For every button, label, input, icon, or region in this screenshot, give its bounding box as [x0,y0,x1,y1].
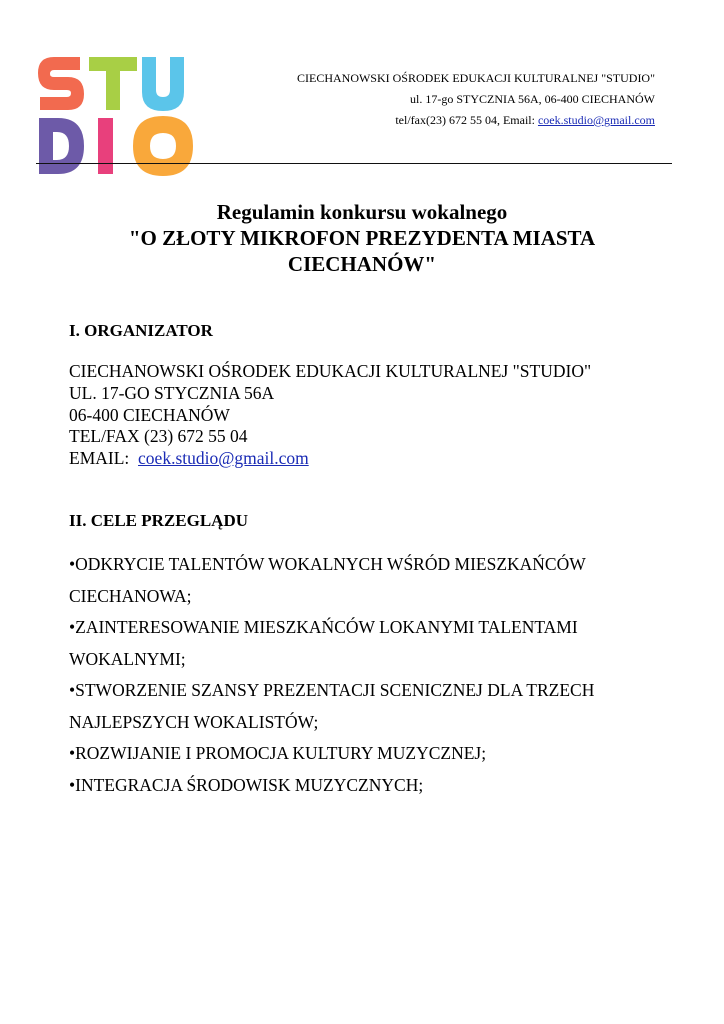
organizer-line: TEL/FAX (23) 672 55 04 [69,426,248,447]
goal-item: •STWORZENIE SZANSY PREZENTACJI SCENICZNEJ DLA TRZECH NAJLEPSZYCH WOKALISTÓW; [69,680,595,732]
goal-item: •ZAINTERESOWANIE MIESZKAŃCÓW LOKANYMI TALENTAMI WOKALNYMI; [69,617,578,669]
logo-letter-i [98,118,113,174]
letterhead-org-name: CIECHANOWSKI OŚRODEK EDUKACJI KULTURALNEJ "STUDIO" [296,71,655,85]
goal-item: •INTEGRACJA ŚRODOWISK MUZYCZNYCH; [69,774,424,795]
letterhead-phone: tel/fax(23) 672 55 04, Email: [395,113,538,127]
logo-letter-d [39,118,84,174]
logo-letter-t [89,57,137,110]
header-divider [36,163,672,164]
title-line-2: "O ZŁOTY MIKROFON PREZYDENTA MIASTA CIECHANÓW" [128,226,596,276]
letterhead-contact [297,110,655,131]
organizer-email-label: EMAIL: [69,448,139,469]
section-heading-organizer: I. ORGANIZATOR [69,321,213,340]
logo-letter-o [133,116,193,176]
document-title [0,199,724,277]
goal-item: •ROZWIJANIE I PROMOCJA KULTURY MUZYCZNEJ; [69,743,487,763]
organizer-email-link[interactable]: coek.studio@gmail.com [138,448,309,469]
letterhead-address: ul. 17-go STYCZNIA 56A, 06-400 CIECHANÓW [410,92,655,106]
logo-letter-u [142,57,184,111]
goal-item: •ODKRYCIE TALENTÓW WOKALNYCH WŚRÓD MIESZKAŃCÓW CIECHANOWA; [69,554,586,606]
section-heading-goals: II. CELE PRZEGLĄDU [69,511,249,530]
organizer-line: UL. 17-GO STYCZNIA 56A [69,382,275,403]
organizer-details [69,361,591,470]
letterhead-info [297,68,655,131]
organizer-email-row [69,448,591,470]
organizer-line: 06-400 CIECHANÓW [69,404,230,425]
title-line-1: Regulamin konkursu wokalnego [216,200,508,224]
organizer-line: CIECHANOWSKI OŚRODEK EDUKACJI KULTURALNEJ "STUDIO" [69,361,592,381]
logo-letter-s [38,57,84,110]
goals-list [69,549,649,801]
studio-logo [36,52,198,180]
letterhead-email-link[interactable]: coek.studio@gmail.com [537,113,655,127]
